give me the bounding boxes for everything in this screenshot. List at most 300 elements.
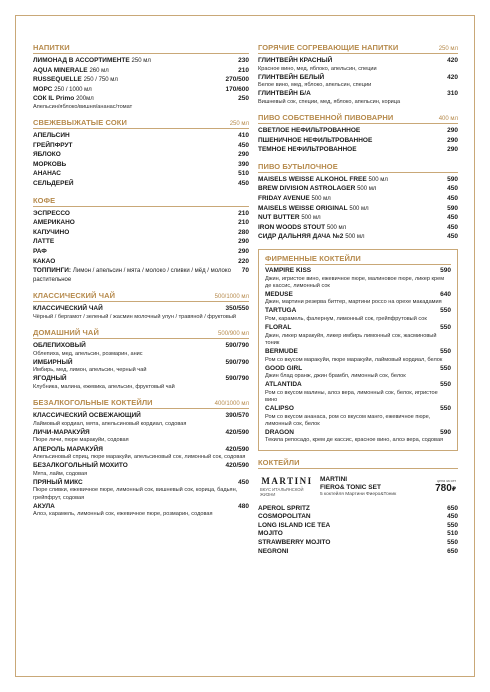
martini-description: 5 коктейля Мартини Фиеро&Тоник <box>320 491 397 497</box>
menu-item-name: COSMOPOLITAN <box>258 513 311 521</box>
menu-item <box>258 127 458 136</box>
menu-item-volume: 500 мл <box>311 196 331 203</box>
menu-item-title <box>258 127 360 136</box>
menu-item <box>33 151 249 160</box>
menu-item-title <box>33 170 61 179</box>
menu-item-name: ЭСПРЕССО <box>33 209 70 217</box>
menu-item-price: 310 <box>447 90 458 98</box>
signature-cocktail <box>265 348 451 364</box>
menu-item-description: Ром со вкусом малины, алоэ вера, лимонный сок, белок, игристое вино <box>265 389 438 403</box>
menu-item-price: 550 <box>440 347 451 355</box>
menu-item-name: ЛИЧИ-МАРАКУЙЯ <box>33 428 90 436</box>
menu-item-row <box>265 267 451 276</box>
menu-item-price: 210 <box>238 209 249 217</box>
menu-item-title <box>33 76 118 85</box>
section-header <box>258 162 458 173</box>
menu-item-name: VAMPIRE KISS <box>265 267 312 274</box>
menu-item-volume: 260 мл <box>89 67 109 74</box>
menu-item-price: 550 <box>440 307 451 315</box>
menu-item <box>258 185 458 194</box>
menu-item-title <box>33 219 75 228</box>
menu-item-row <box>258 57 458 66</box>
menu-item-price: 250 <box>238 95 249 103</box>
signature-cocktail <box>265 307 451 323</box>
menu-item-row <box>33 95 249 104</box>
section-header <box>258 43 458 54</box>
section-volume: 500/900 мл <box>218 331 249 338</box>
menu-item-price: 450 <box>447 223 458 231</box>
menu-item-price: 650 <box>447 504 458 512</box>
menu-item <box>33 210 249 219</box>
menu-item <box>258 74 458 90</box>
menu-item-title <box>33 248 47 257</box>
menu-item-title <box>33 151 61 160</box>
martini-currency: ₽ <box>451 487 456 494</box>
menu-item-price: 590/790 <box>225 342 249 350</box>
cocktail-row <box>258 522 458 531</box>
menu-item-row <box>33 219 249 228</box>
menu-item-title <box>33 267 238 284</box>
menu-item-price: 590 <box>447 175 458 183</box>
menu-item-price: 450 <box>447 195 458 203</box>
menu-item-row <box>33 132 249 141</box>
menu-item-name: КЛАССИЧЕСКИЙ ОСВЕЖАЮЩИЙ <box>33 412 141 420</box>
menu-item-name: ГЛИНТВЕЙН Б/А <box>258 90 311 98</box>
menu-item-price: 350/550 <box>225 305 249 313</box>
menu-item-price: 420 <box>447 57 458 64</box>
menu-item-name: MOJITO <box>258 530 283 538</box>
menu-item-title <box>33 375 67 384</box>
section-header <box>33 328 249 339</box>
menu-item-row <box>265 307 451 316</box>
menu-item-row <box>33 210 249 219</box>
menu-item-row <box>33 161 249 170</box>
menu-item-name: АПЕЛЬСИН <box>33 132 70 140</box>
menu-item-description: Ром со вкусом ананаса, ром со вкусом манго, ежевичное пюре, лимонный сок, белок <box>265 413 431 427</box>
menu-item-row <box>265 381 451 390</box>
menu-section <box>33 196 249 285</box>
menu-item-row <box>33 86 249 95</box>
menu-item-name: ПРЯНЫЙ МИКС <box>33 478 83 486</box>
menu-section <box>33 398 249 518</box>
menu-item-description: Джин блад оранж, джин брамбл, лимонный сок, белок <box>265 373 406 380</box>
menu-item-price: 550 <box>440 324 451 332</box>
menu-item-title <box>258 176 388 185</box>
menu-item <box>33 258 249 267</box>
menu-section <box>258 162 458 242</box>
menu-item-name: ГЛИНТВЕЙН КРАСНЫЙ <box>258 57 333 64</box>
menu-item-name: CALIPSO <box>265 405 294 413</box>
menu-section <box>258 113 458 155</box>
left-column <box>33 43 249 525</box>
menu-item-price: 390 <box>238 160 249 168</box>
menu-item-name: STRAWBERRY MOJITO <box>258 538 331 546</box>
menu-item <box>33 67 249 76</box>
menu-item-name: BREW DIVISION ASTROLAGER <box>258 185 356 193</box>
menu-item <box>33 305 249 321</box>
menu-item-title <box>258 224 346 233</box>
menu-item-title <box>33 67 109 76</box>
menu-item-row <box>33 375 249 384</box>
menu-item-name: MAISELS WEISSE ALKOHOL FREE <box>258 175 367 183</box>
menu-item-description: Апельсиновый сприц, пюре маракуйи, апельсиновый сок, лимонный сок, содовая <box>33 454 246 461</box>
menu-item <box>33 76 249 85</box>
menu-item-name: СВЕТЛОЕ НЕФИЛЬТРОВАННОЕ <box>258 127 361 135</box>
menu-item-description: Белое вино, мед, яблоко, апельсин, специи <box>258 82 372 89</box>
cocktails-section <box>258 458 458 557</box>
menu-item-row <box>265 405 451 414</box>
menu-item-description: Вишневый сок, специи, мед, яблоко, апельсин, корица <box>258 98 401 105</box>
menu-item-description: Пюре личи, пюре маракуйи, содовая <box>33 437 129 444</box>
menu-section <box>33 118 249 189</box>
menu-item-row <box>258 195 458 204</box>
menu-item-price: 290 <box>238 248 249 255</box>
menu-item-name: СОК IL Primo <box>33 95 75 103</box>
cocktail-row <box>258 539 458 548</box>
menu-item-volume: 250 / 750 мл <box>83 77 118 84</box>
menu-item-title <box>33 142 73 151</box>
section-title: СВЕЖЕВЫЖАТЫЕ СОКИ <box>33 118 127 128</box>
section-header <box>33 43 249 54</box>
cocktail-row <box>258 513 458 522</box>
menu-item-price: 550 <box>447 521 458 529</box>
menu-item-title <box>33 305 103 314</box>
menu-item <box>33 375 249 391</box>
menu-item-name: СИДР ДАЛЬНЯЯ ДАЧА №2 <box>258 233 344 241</box>
menu-item <box>33 180 249 189</box>
menu-item-name: GOOD GIRL <box>265 364 303 372</box>
menu-item-price: 410 <box>238 132 249 140</box>
menu-item <box>33 248 249 257</box>
section-title: ФИРМЕННЫЕ КОКТЕЙЛИ <box>265 254 361 263</box>
section-volume: 250 мл <box>438 46 458 52</box>
menu-item-row <box>33 412 249 421</box>
menu-item <box>258 214 458 223</box>
menu-item-volume: 500 мл <box>349 205 369 212</box>
menu-item-price: 550 <box>440 381 451 389</box>
section-header <box>265 254 451 265</box>
menu-item-volume: 500 мл <box>368 176 388 183</box>
menu-item-title <box>33 86 92 95</box>
signature-cocktail <box>265 381 451 404</box>
signature-cocktails-box <box>258 249 458 451</box>
menu-item-title <box>258 233 365 242</box>
menu-item-price: 210 <box>238 66 249 74</box>
menu-item-name: СЕЛЬДЕРЕЙ <box>33 180 74 188</box>
menu-item-name: ЛИМОНАД В АССОРТИМЕНТЕ <box>33 57 130 64</box>
menu-item-name: ТЕМНОЕ НЕФИЛЬТРОВАННОЕ <box>258 146 357 154</box>
menu-item-price: 290 <box>238 238 249 246</box>
menu-item-price: 590 <box>440 428 451 436</box>
menu-item <box>33 95 249 111</box>
cocktail-items <box>258 505 458 557</box>
section-header <box>33 118 249 129</box>
signature-cocktail <box>265 405 451 428</box>
menu-item <box>33 412 249 428</box>
menu-item-row <box>33 180 249 189</box>
menu-item-price: 510 <box>238 170 249 178</box>
menu-item-row <box>33 342 249 351</box>
menu-item-price: 590 <box>447 204 458 212</box>
menu-item-name: ЛАТТЕ <box>33 238 55 246</box>
menu-item-row <box>258 233 458 242</box>
menu-item-title <box>33 210 70 219</box>
menu-item-price: 290 <box>447 136 458 144</box>
menu-item <box>33 342 249 358</box>
menu-item-price: 230 <box>238 57 249 64</box>
menu-item-title <box>33 446 103 455</box>
menu-item-description: Имбирь, мед, лимон, апельсин, черный чай <box>33 367 147 374</box>
menu-item-price: 290 <box>447 127 458 135</box>
martini-info <box>314 476 426 498</box>
menu-item-price: 450 <box>238 141 249 149</box>
martini-name-line2: FIERO& TONIC SET <box>320 483 381 491</box>
menu-item-price: 550 <box>440 405 451 413</box>
menu-item-name: MAISELS WEISSE ORIGINAL <box>258 204 348 212</box>
section-volume: 400 мл <box>438 116 458 123</box>
section-title: КОКТЕЙЛИ <box>258 457 300 467</box>
menu-item-title <box>258 137 372 146</box>
menu-item-price: 210 <box>238 219 249 227</box>
menu-item-row <box>258 74 458 83</box>
menu-item-name: AQUA MINERALE <box>33 66 88 74</box>
menu-item-title <box>33 161 66 170</box>
menu-item-row <box>265 348 451 357</box>
menu-item-name: ЯГОДНЫЙ <box>33 375 67 383</box>
martini-promo <box>258 472 458 502</box>
martini-price <box>435 483 456 494</box>
signature-cocktail <box>265 365 451 381</box>
menu-item <box>258 137 458 146</box>
menu-item-row <box>33 57 249 66</box>
cocktail-row <box>258 530 458 539</box>
menu-item-price: 450 <box>447 513 458 521</box>
signature-cocktail <box>265 267 451 290</box>
menu-item-name: ЯБЛОКО <box>33 151 61 159</box>
section-title: ДОМАШНИЙ ЧАЙ <box>33 328 99 338</box>
menu-item-title <box>33 180 74 189</box>
menu-item-row <box>33 151 249 160</box>
menu-item <box>258 90 458 106</box>
menu-item-description: Пюре сливки, ежевичное пюре, лимонный сок, вишневый сок, корица, бадьян, грейпфрут, содовая <box>33 487 238 501</box>
menu-item-price: 420/590 <box>225 445 249 453</box>
section-volume: 250 мл <box>229 121 249 128</box>
menu-item-row <box>33 170 249 179</box>
menu-item-description: Облепиха, мед, апельсин, розмарин, анис <box>33 350 143 357</box>
menu-item-name: BERMUDE <box>265 347 298 355</box>
menu-item <box>33 161 249 170</box>
menu-item-title <box>258 195 331 204</box>
menu-item <box>33 429 249 445</box>
menu-item-row <box>265 429 451 438</box>
menu-item-name: NUT BUTTER <box>258 214 300 222</box>
menu-item-row <box>33 305 249 314</box>
menu-item-price: 640 <box>440 290 451 298</box>
section-title: ГОРЯЧИЕ СОГРЕВАЮЩИЕ НАПИТКИ <box>258 43 399 52</box>
martini-price-value: 780 <box>435 483 452 495</box>
menu-item-row <box>265 291 451 300</box>
martini-tagline: ВКУС ИТАЛЬЯНСКОЙ ЖИЗНИ <box>260 487 304 498</box>
menu-item-name: FRIDAY AVENUE <box>258 195 310 203</box>
menu-item-title <box>258 74 324 83</box>
menu-item-title <box>33 258 55 267</box>
menu-item-name: MEDUSE <box>265 290 293 298</box>
menu-item <box>33 219 249 228</box>
martini-brand: MARTINI <box>261 476 313 487</box>
menu-item <box>33 57 249 66</box>
menu-section <box>33 328 249 391</box>
cocktail-row <box>258 505 458 514</box>
menu-item-description: Чёрный / бергамот / зеленый / жасмин молочный улун / травяной / фруктовый <box>33 313 236 320</box>
menu-item-name: ПШЕНИЧНОЕ НЕФИЛЬТРОВАННОЕ <box>258 136 373 144</box>
menu-item-name: ГРЕЙПФРУТ <box>33 141 73 149</box>
menu-item-row <box>33 142 249 151</box>
menu-item-row <box>33 267 249 284</box>
menu-item-title <box>33 462 128 471</box>
section-header <box>33 291 249 302</box>
menu-item-row <box>33 503 249 512</box>
menu-item-name: TARTUGA <box>265 307 297 315</box>
menu-item-title <box>33 412 141 421</box>
menu-item-row <box>258 137 458 146</box>
section-title: ПИВО БУТЫЛОЧНОЕ <box>258 161 338 171</box>
menu-item <box>258 205 458 214</box>
menu-item-price: 590 <box>440 267 451 274</box>
section-title: БЕЗАЛКОГОЛЬНЫЕ КОКТЕЙЛИ <box>33 398 153 408</box>
menu-item-name: МОРС <box>33 85 53 93</box>
menu-item-price: 280 <box>238 228 249 236</box>
menu-item-volume: 250 мл <box>131 58 151 64</box>
menu-item-price: 450 <box>447 185 458 193</box>
section-header <box>258 458 458 469</box>
menu-item-title <box>258 205 369 214</box>
menu-item-price: 290 <box>238 151 249 159</box>
menu-item-name: КАКАО <box>33 257 56 265</box>
menu-item-row <box>258 214 458 223</box>
menu-item-row <box>33 462 249 471</box>
menu-item-description: Джин, игристое вино, ежевичное пюре, малиновое пюре, ликер крем де кассис, лимонный сок <box>265 275 445 289</box>
menu-item-row <box>258 224 458 233</box>
cocktail-row <box>258 548 458 557</box>
menu-item-name: FLORAL <box>265 324 292 332</box>
menu-item-description: Ром со вкусом маракуйи, пюре маракуйи, лаймовый кордиал, белок <box>265 356 443 363</box>
signature-cocktail <box>265 429 451 445</box>
right-sections <box>258 43 458 242</box>
menu-item-volume: 500 мл <box>357 186 377 193</box>
menu-item <box>33 132 249 141</box>
menu-item-name: РАФ <box>33 248 47 255</box>
menu-item-name: ИМБИРНЫЙ <box>33 358 73 366</box>
menu-item-name: АМЕРИКАНО <box>33 219 75 227</box>
menu-item-description: Клубника, малина, ежевика, апельсин, фруктовый чай <box>33 384 175 391</box>
menu-item-row <box>258 146 458 155</box>
menu-item-price: 420 <box>447 73 458 81</box>
menu-item <box>258 176 458 185</box>
martini-logo <box>260 476 314 497</box>
section-header <box>33 196 249 207</box>
menu-item-volume: Лимон / апельсин / мята / молоко / сливки / мёд / молоко растительное <box>33 268 231 283</box>
menu-item-price: 270/500 <box>225 76 249 84</box>
menu-item-title <box>258 214 321 223</box>
menu-item-price: 650 <box>447 547 458 555</box>
menu-item-name: IRON WOODS STOUT <box>258 223 326 231</box>
menu-item-description: Алоэ, карамель, лимонный сок, ежевичное пюре, розмарин, содовая <box>33 511 213 518</box>
menu-item-row <box>33 446 249 455</box>
menu-item <box>33 503 249 519</box>
menu-item <box>33 267 249 284</box>
section-header <box>258 113 458 124</box>
menu-item-row <box>33 76 249 85</box>
menu-item-row <box>258 90 458 99</box>
menu-item-title <box>33 229 69 238</box>
menu-item-row <box>265 324 451 333</box>
menu-item-volume: 500 мл <box>301 215 321 222</box>
menu-item-name: ОБЛЕПИХОВЫЙ <box>33 342 86 350</box>
menu-item-title <box>33 342 86 351</box>
menu-item <box>33 462 249 478</box>
section-volume: 500/1000 мл <box>214 294 249 301</box>
menu-item-price: 550 <box>447 538 458 546</box>
menu-item <box>33 238 249 247</box>
menu-item-price: 590/790 <box>225 375 249 383</box>
menu-item-description: Мята, лайм, содовая <box>33 470 88 477</box>
menu-item <box>33 229 249 238</box>
menu-item-row <box>258 185 458 194</box>
menu-item-row <box>258 176 458 185</box>
menu-page <box>15 15 475 677</box>
menu-item-volume: 200мл <box>76 96 94 103</box>
menu-item <box>33 86 249 95</box>
section-header <box>33 398 249 409</box>
menu-item-price: 390/570 <box>225 412 249 420</box>
menu-item-description: Текила репосадо, крем де кассис, красное вино, алоэ вера, содовая <box>265 437 444 444</box>
menu-item-row <box>33 248 249 257</box>
menu-item-description: Джин, мартини резерва биттер, мартини россо на орехе макадамия <box>265 299 442 306</box>
menu-item-price: 290 <box>447 146 458 154</box>
menu-item-volume: 500 мл <box>345 234 365 241</box>
menu-item-volume: 500 мл <box>326 224 347 231</box>
menu-item-name: APEROL SPRITZ <box>258 504 310 512</box>
menu-item-price: 590/790 <box>225 358 249 366</box>
menu-item-name: БЕЗАЛКОГОЛЬНЫЙ МОХИТО <box>33 462 128 470</box>
menu-item-price: 70 <box>241 267 249 275</box>
menu-item-volume: 250 / 1000 мл <box>54 86 92 93</box>
menu-item-row <box>258 127 458 136</box>
menu-item-description: Красное вино, мед, яблоко, апельсин, специи <box>258 65 377 72</box>
menu-item <box>33 170 249 179</box>
menu-section <box>33 291 249 321</box>
menu-item-description: Апельсин/яблоко/вишня/ананас/томат <box>33 103 133 110</box>
menu-item-price: 550 <box>440 364 451 372</box>
menu-item-title <box>33 132 70 141</box>
menu-item-row <box>33 258 249 267</box>
menu-item-title <box>33 95 94 104</box>
menu-item <box>33 142 249 151</box>
martini-name-line1: MARTINI <box>320 475 348 483</box>
menu-item-row <box>33 238 249 247</box>
menu-item-price: 510 <box>447 530 458 538</box>
section-volume: 400/1000 мл <box>214 401 249 408</box>
menu-item-price: 480 <box>238 502 249 510</box>
menu-item-row <box>33 229 249 238</box>
menu-item <box>258 224 458 233</box>
section-title: НАПИТКИ <box>33 43 70 52</box>
menu-item-title <box>33 503 55 512</box>
menu-item-price: 450 <box>447 233 458 241</box>
menu-item-price: 450 <box>238 180 249 188</box>
menu-item-price: 420/590 <box>225 462 249 470</box>
menu-item-description: Джин, ликер маракуйя, ликер имбирь лимонный сок, жасминовый тоник <box>265 332 437 346</box>
